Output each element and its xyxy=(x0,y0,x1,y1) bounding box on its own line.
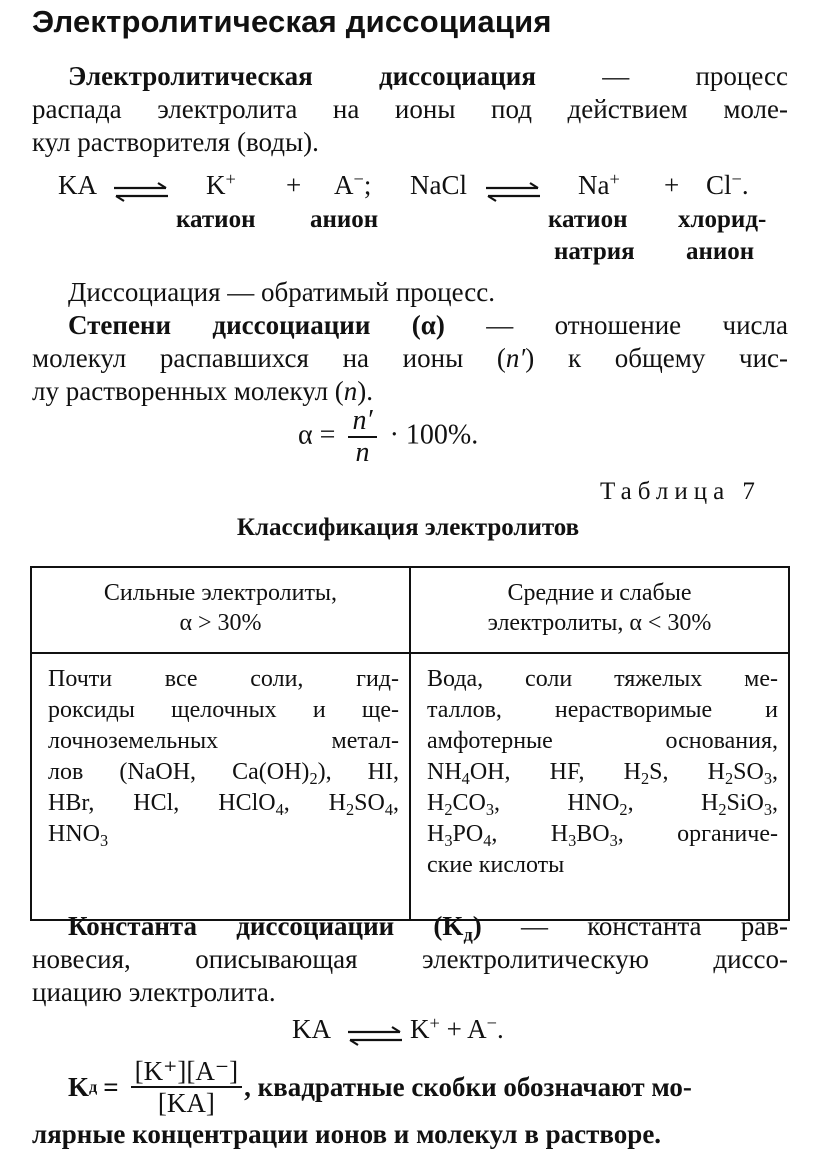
eq1-k: K+ xyxy=(206,168,236,200)
degree-line-2: молекул распавшихся на ионы (n′) к общему чис- xyxy=(32,343,789,373)
kd-fraction: $\frac{[K^+][A^-]}{[KA]}$ xyxy=(131,1056,242,1118)
kd-line-2: лярные концентрации ионов и молекул в растворе. xyxy=(32,1119,662,1149)
eq2-right: K+ + A−. xyxy=(410,1012,504,1044)
label-anion-2: анион xyxy=(686,238,755,265)
label-chloride: хлорид- xyxy=(678,206,767,233)
table-title: Классификация электролитов xyxy=(236,514,580,541)
dissociation-equation-2 xyxy=(0,1014,816,1048)
cell-weak: Вода, соли тяжелых ме- таллов, нерастворимые и амфотерные основания, $NH_4OH$, HF, $H_2S$, $H_2SO_3$, $H_2CO_3$, $HNO_2$, $H_2SiO_3$, $H_3PO_4$, $H_3BO_3$, органиче- ские кислоты xyxy=(410,653,789,920)
definition-line-2: распада электролита на ионы под действием моле- xyxy=(32,94,788,124)
eq1-nacl: NaCl xyxy=(410,170,467,200)
eq1-plus-2: + xyxy=(664,170,680,200)
alpha-formula: α = $\frac{n'}{n}$ · 100%. xyxy=(298,405,479,468)
degree-term: Степени диссоциации (α) xyxy=(68,310,445,340)
cell-strong: Почти все соли, гид- роксиды щелочных и ще- лочноземельных метал- лов (NaOH, $Ca(OH)_2$), HI, HBr, HCl, HClO$_4$, $H_2SO_4$, $HNO_3$ xyxy=(31,653,410,920)
definition-line-1: Электролитическая диссоциация — процесс xyxy=(68,61,788,91)
eq1-a: A−; xyxy=(334,168,372,200)
label-cation-2: катион xyxy=(548,206,628,233)
label-sodium: натрия xyxy=(554,238,635,265)
electrolyte-table xyxy=(30,566,790,921)
equation-labels-row-1 xyxy=(0,206,816,236)
page-heading: Электролитическая диссоциация xyxy=(32,4,552,39)
constant-line-3: циацию электролита. xyxy=(32,977,276,1007)
label-anion: анион xyxy=(310,206,379,233)
table-caption: Таблица 7 xyxy=(600,478,761,505)
dissociation-equation xyxy=(0,170,816,204)
degree-line-1: Степени диссоциации (α) — отношение числа xyxy=(68,310,788,340)
definition-term: Электролитическая диссоциация xyxy=(68,61,536,91)
constant-term: Константа диссоциации $(K_д)$ xyxy=(68,911,482,945)
eq1-ka: KA xyxy=(58,170,97,200)
constant-paragraph xyxy=(32,910,788,1009)
degree-line-3: лу растворенных молекул (n). xyxy=(32,376,374,406)
constant-line-1: Константа диссоциации $(K_д)$ — константа рав- xyxy=(68,911,788,945)
eq1-cl: Cl−. xyxy=(706,168,749,200)
label-cation: катион xyxy=(176,206,256,233)
kd-line-1: K д = $\frac{[K^+][A^-]}{[KA]}$ , квадратные скобки обозначают мо- xyxy=(68,1056,692,1118)
eq1-plus: + xyxy=(286,170,302,200)
header-weak: Средние и слабые электролиты, α < 30% xyxy=(410,567,789,653)
eq2-ka: KA xyxy=(292,1014,331,1044)
definition-line-3: кул растворителя (воды). xyxy=(32,127,319,157)
definition-paragraph xyxy=(32,60,788,159)
reversible-line: Диссоциация — обратимый процесс. xyxy=(68,277,496,307)
alpha-fraction: $\frac{n'}{n}$ xyxy=(348,406,376,468)
eq1-arrows-icon xyxy=(112,174,170,205)
eq1-na: Na+ xyxy=(578,168,620,200)
eq1-arrows-icon-2 xyxy=(484,174,542,205)
degree-paragraph xyxy=(32,276,788,408)
eq2-arrows-icon xyxy=(346,1018,404,1049)
constant-line-2: новесия, описывающая электролитическую диссо- xyxy=(32,944,788,974)
kd-paragraph xyxy=(32,1056,788,1151)
header-strong: Сильные электролиты, α > 30% xyxy=(31,567,410,653)
equation-labels-row-2 xyxy=(0,238,816,268)
